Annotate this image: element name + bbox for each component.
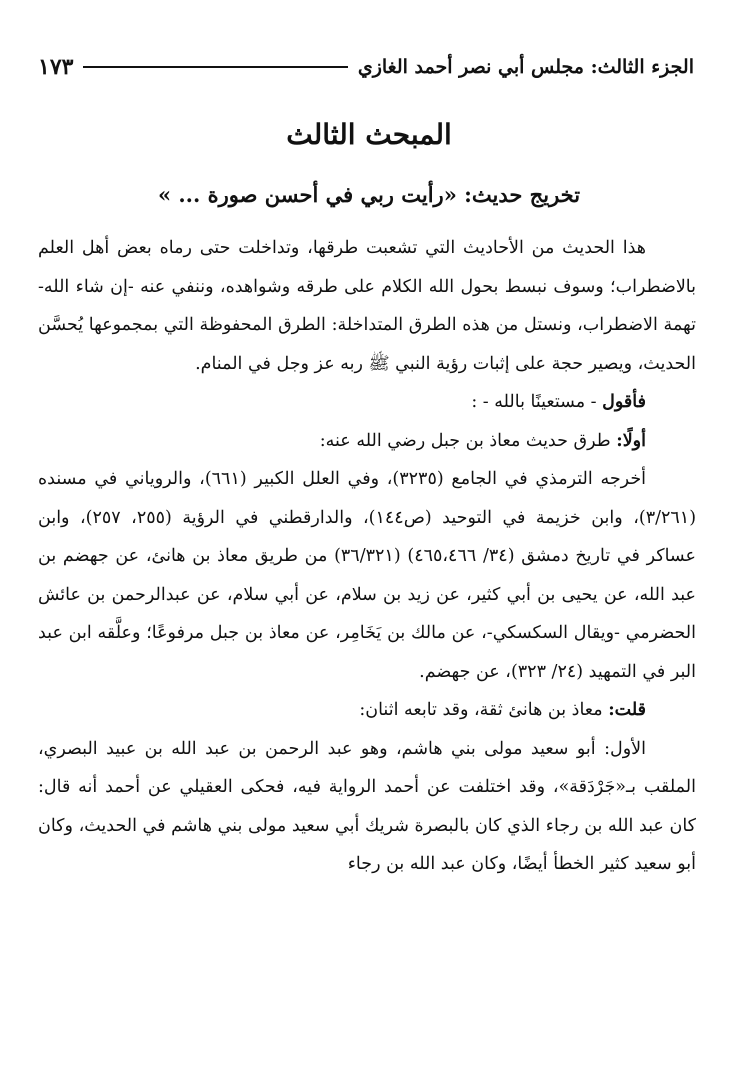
paragraph-takhrij: أخرجه الترمذي في الجامع (٣٢٣٥)، وفي العلل الكبير (٦٦١)، والروياني في مسنده (٣/٢٦١)، وابن خزيمة في التوحيد (ص١٤٤)، والدارقطني في الرؤية (٢٥٥، ٢٥٧)، وابن عساكر في تاريخ دمشق (٣٤/ ٤٦٥،٤٦٦) (٣٦/٣٢١) من طريق معاذ بن هانئ، عن جهضم بن عبد الله، عن يحيى بن أبي كثير، عن زيد بن سلام، عن أبي سلام، عن عبدالرحمن بن عائش الحضرمي -ويقال السكسكي-، عن مالك بن يَخَامِر، عن معاذ بن جبل مرفوعًا؛ وعلَّقه ابن عبد البر في التمهيد (٢٤/ ٣٢٣)، عن جهضم. xyxy=(38,469,697,682)
paragraph-first-routes-lead: أولًا: xyxy=(616,430,646,451)
section-title: المبحث الثالث xyxy=(286,118,452,151)
running-title: الجزء الثالث: مجلس أبي نصر أحمد الغازي xyxy=(357,56,694,78)
paragraph-aqoul-lead: فأقول xyxy=(602,392,646,412)
paragraph-first-routes xyxy=(38,422,696,461)
paragraph-qultu-rest: معاذ بن هانئ ثقة، وقد تابعه اثنان: xyxy=(359,700,609,720)
page-header xyxy=(38,54,694,80)
paragraph-qultu xyxy=(38,691,696,730)
body-text xyxy=(38,229,696,884)
paragraph-first-follower: الأول: أبو سعيد مولى بني هاشم، وهو عبد الرحمن بن عبد الله بن عبيد البصري، الملقب بـ«جَرْدَقة»، وقد اختلفت عن أحمد الرواية فيه، فحكى العقيلي عن أحمد أنه قال: كان عبد الله بن رجاء الذي كان بالبصرة شريك أبي سعيد مولى بني هاشم في الحديث، وكان أبو سعيد كثير الخطأ أيضًا، وكان عبد الله بن رجاء xyxy=(38,738,696,874)
paragraph-intro: هذا الحديث من الأحاديث التي تشعبت طرقها، وتداخلت حتى رماه بعض أهل العلم بالاضطراب؛ وسوف نبسط بحول الله الكلام على طرقه وشواهده، وننفي عنه -إن شاء الله- تهمة الاضطراب، ونستل من هذه الطرق المتداخلة: الطرق المحفوظة التي بمجموعها يُحسَّن الحديث، ويصير حجة على إثبات رؤية النبي ﷺ ربه عز وجل في المنام. xyxy=(38,238,696,374)
paragraph-aqoul xyxy=(38,383,696,422)
sub-title: تخريج حديث: «رأيت ربي في أحسن صورة ... » xyxy=(157,182,581,207)
page-number: ١٧٣ xyxy=(38,54,74,80)
header-rule xyxy=(83,66,347,68)
paragraph-first-routes-rest: طرق حديث معاذ بن جبل رضي الله عنه: xyxy=(319,430,617,451)
paragraph-aqoul-rest: - مستعينًا بالله - : xyxy=(471,392,603,412)
paragraph-qultu-lead: قلت: xyxy=(608,700,646,720)
